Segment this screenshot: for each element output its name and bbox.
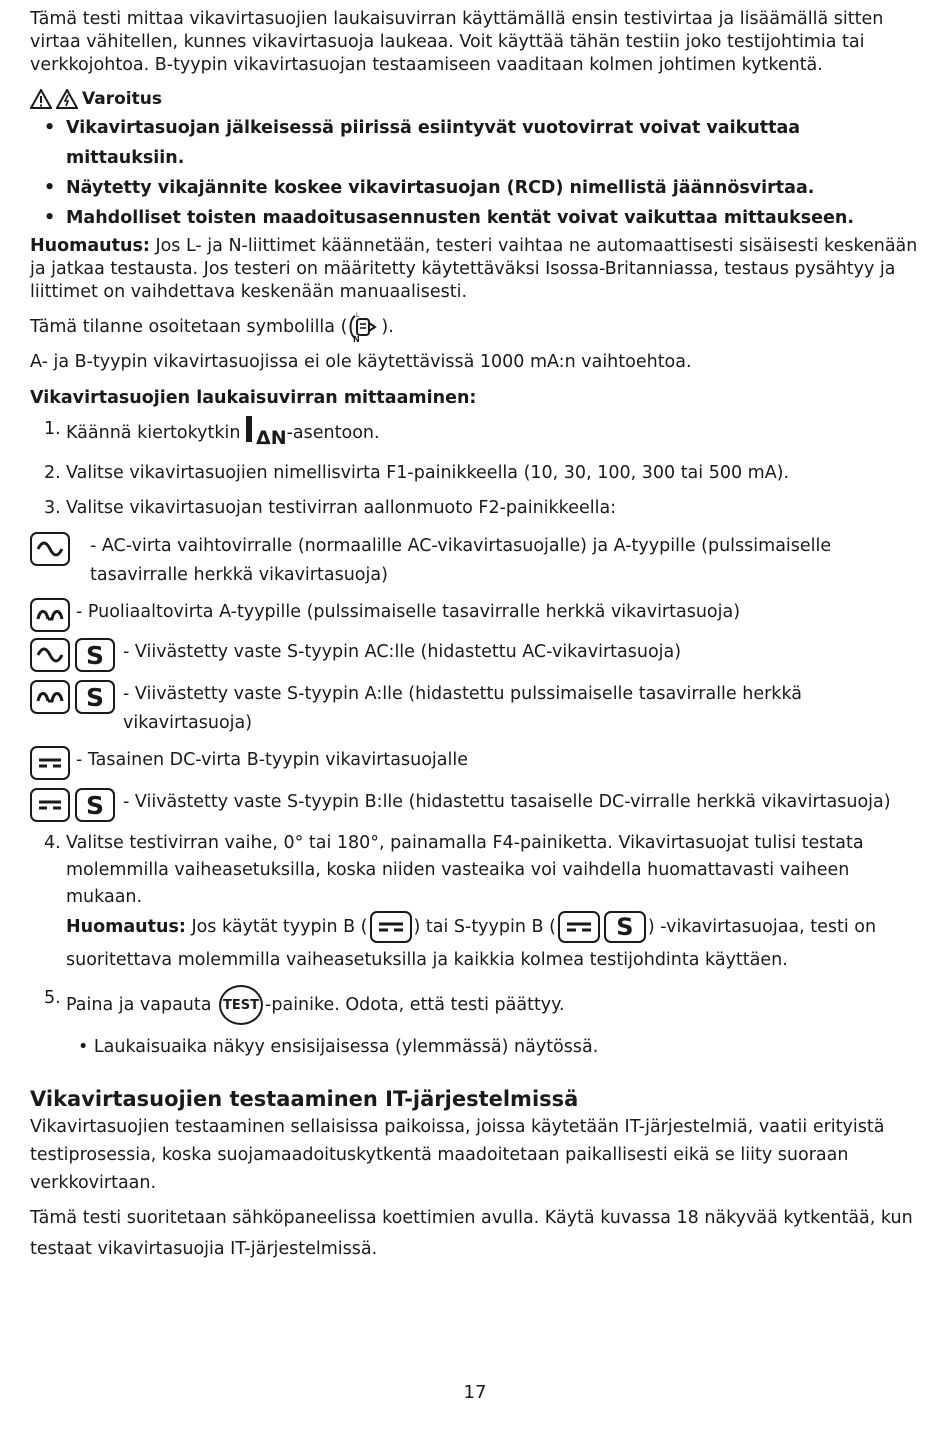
waveform-row-s-a xyxy=(30,680,920,738)
it-section-heading: Vikavirtasuojien testaaminen IT-järjestelmissä xyxy=(30,1087,579,1111)
dc-icon xyxy=(30,746,70,780)
waveform-desc: - AC-virta vaihtovirralle (normaalille AC-vikavirtasuojalle) ja A-tyypille (pulssimaiselle tasavirralle herkkä vikavirtasuoja) xyxy=(90,536,832,585)
note-label: Huomautus: xyxy=(66,917,186,937)
manual-page xyxy=(30,8,920,1265)
sine-icon xyxy=(30,638,70,672)
it-paragraph-2: Tämä testi suoritetaan sähköpaneelissa koettimien avulla. Käytä kuvassa 18 näkyvää kytkentää, kun testaat vikavirtasuojia IT-järjestelmissä. xyxy=(30,1208,913,1259)
dc-icon xyxy=(30,788,70,822)
list-item: • Mahdolliset toisten maadoitusasennusten kentät voivat vaikuttaa mittaukseen. xyxy=(66,203,920,233)
step-2 xyxy=(30,460,920,487)
step-3 xyxy=(30,495,920,522)
waveform-row-s-b xyxy=(30,788,920,822)
svg-text:L: L xyxy=(356,312,360,319)
step-text: Valitse vikavirtasuojien nimellisvirta F1-painikkeella (10, 30, 100, 300 tai 500 mA). xyxy=(66,463,790,483)
step-4 xyxy=(30,830,920,911)
step-1 xyxy=(30,416,920,452)
waveform-desc: - Viivästetty vaste S-tyypin AC:lle (hidastettu AC-vikavirtasuoja) xyxy=(123,642,682,662)
warning-heading xyxy=(30,89,920,109)
step-4-note xyxy=(30,911,920,977)
warning-title: Varoitus xyxy=(82,89,162,109)
s-icon: S xyxy=(604,911,646,943)
step-text-end: -asentoon. xyxy=(286,423,380,443)
svg-text:N: N xyxy=(353,335,361,342)
ab-type-line: A- ja B-tyypin vikavirtasuojissa ei ole käytettävissä 1000 mA:n vaihtoehtoa. xyxy=(30,352,692,372)
waveform-desc: - Viivästetty vaste S-tyypin B:lle (hidastettu tasaiselle DC-virralle herkkä vikavirtasuoja) xyxy=(123,792,891,812)
step-text: Käännä kiertokytkin xyxy=(66,423,246,443)
note-text: ) -vikavirtasuojaa, testi on suoritettava molemmilla vaiheasetuksilla ja kaikkia kolmea testijohdinta käyttäen. xyxy=(66,917,877,970)
page-number: 17 xyxy=(463,1382,487,1403)
s-icon: S xyxy=(75,788,115,822)
waveform-row-dc xyxy=(30,746,920,780)
it-paragraph-1: Vikavirtasuojien testaaminen sellaisissa paikoissa, joissa käytetään IT-järjestelmiä, vaatii erityistä testiprosessia, koska suojamaadoituskytkentä maadoitetaan paikallisesti eikä se liity suoraan verkkovirtaan. xyxy=(30,1117,885,1193)
symbol-line-end: ). xyxy=(381,317,394,337)
step-number: 2. xyxy=(44,463,61,483)
measure-heading: Vikavirtasuojien laukaisuvirran mittaaminen: xyxy=(30,388,477,408)
step-text-end: -painike. Odota, että testi päättyy. xyxy=(265,995,565,1015)
list-item: • Vikavirtasuojan jälkeisessä piirissä esiintyvät vuotovirrat voivat vaikuttaa mittauksiin. xyxy=(66,113,920,173)
list-item: • Näytetty vikajännite koskee vikavirtasuojan (RCD) nimellistä jäännösvirtaa. xyxy=(66,173,920,203)
intro-paragraph: Tämä testi mittaa vikavirtasuojien laukaisuvirran käyttämällä ensin testivirtaa ja lisäämällä sitten virtaa vähitellen, kunnes vikavirtasuoja laukeaa. Voit käyttää tähän testiin joko testijohtimia tai verkkojohtoa. B-tyypin vikavirtasuojan testaamiseen vaaditaan kolmen johtimen kytkentä. xyxy=(30,9,884,75)
step-5 xyxy=(30,985,920,1025)
waveform-row-half xyxy=(30,598,920,632)
note-text: ) tai S-tyypin B ( xyxy=(413,917,556,937)
step-number: 5. xyxy=(44,988,61,1008)
note-paragraph xyxy=(30,235,920,304)
delta-n-symbol: ΔN xyxy=(256,427,287,449)
step-number: 3. xyxy=(44,498,61,518)
step-5-bullet: • Laukaisuaika näkyy ensisijaisessa (ylemmässä) näytössä. xyxy=(78,1037,599,1057)
waveform-row-s-ac xyxy=(30,638,920,672)
note-text: Jos käytät tyypin B ( xyxy=(185,917,368,937)
rotary-bar-icon xyxy=(246,416,252,442)
waveform-desc: - Puoliaaltovirta A-tyypille (pulssimaiselle tasavirralle herkkä vikavirtasuoja) xyxy=(76,602,741,622)
s-icon: S xyxy=(75,680,115,714)
symbol-line-text: Tämä tilanne osoitetaan symbolilla ( xyxy=(30,317,348,337)
waveform-desc: - Tasainen DC-virta B-tyypin vikavirtasuojalle xyxy=(76,750,468,770)
half-wave-icon xyxy=(30,680,70,714)
dc-icon xyxy=(558,911,600,943)
step-number: 1. xyxy=(44,419,61,439)
step-text: Valitse vikavirtasuojan testivirran aallonmuoto F2-painikkeella: xyxy=(66,498,617,518)
dc-icon xyxy=(370,911,412,943)
step-number: 4. xyxy=(44,833,61,853)
test-button-icon: TEST xyxy=(219,985,263,1025)
voltage-warning-icon xyxy=(56,89,78,109)
sine-icon xyxy=(30,532,70,566)
s-icon: S xyxy=(75,638,115,672)
half-wave-icon xyxy=(30,598,70,632)
waveform-desc: - Viivästetty vaste S-tyypin A:lle (hidastettu pulssimaiselle tasavirralle herkkä vikavirtasuoja) xyxy=(123,684,802,733)
symbol-line xyxy=(30,312,920,342)
note-text: Jos L- ja N-liittimet käännetään, testeri vaihtaa ne automaattisesti sisäisesti keskenään ja jatkaa testausta. Jos testeri on määritetty käytettäväksi Isossa-Britanniassa, testaus pysähtyy ja liittimet on vaihdettava keskenään manuaalisesti. xyxy=(30,236,918,302)
step-text: Paina ja vapauta xyxy=(66,995,218,1015)
step-text: Valitse testivirran vaihe, 0° tai 180°, painamalla F4-painiketta. Vikavirtasuojat tulisi testata molemmilla vaiheasetuksilla, koska niiden vasteaika voi vaihdella huomattavasti vaiheen mukaan. xyxy=(66,833,864,907)
warning-list xyxy=(30,113,920,233)
warning-triangle-icon xyxy=(30,89,52,109)
plug-reversal-icon xyxy=(347,312,381,342)
waveform-row-ac xyxy=(30,532,920,590)
note-label: Huomautus: xyxy=(30,236,150,256)
